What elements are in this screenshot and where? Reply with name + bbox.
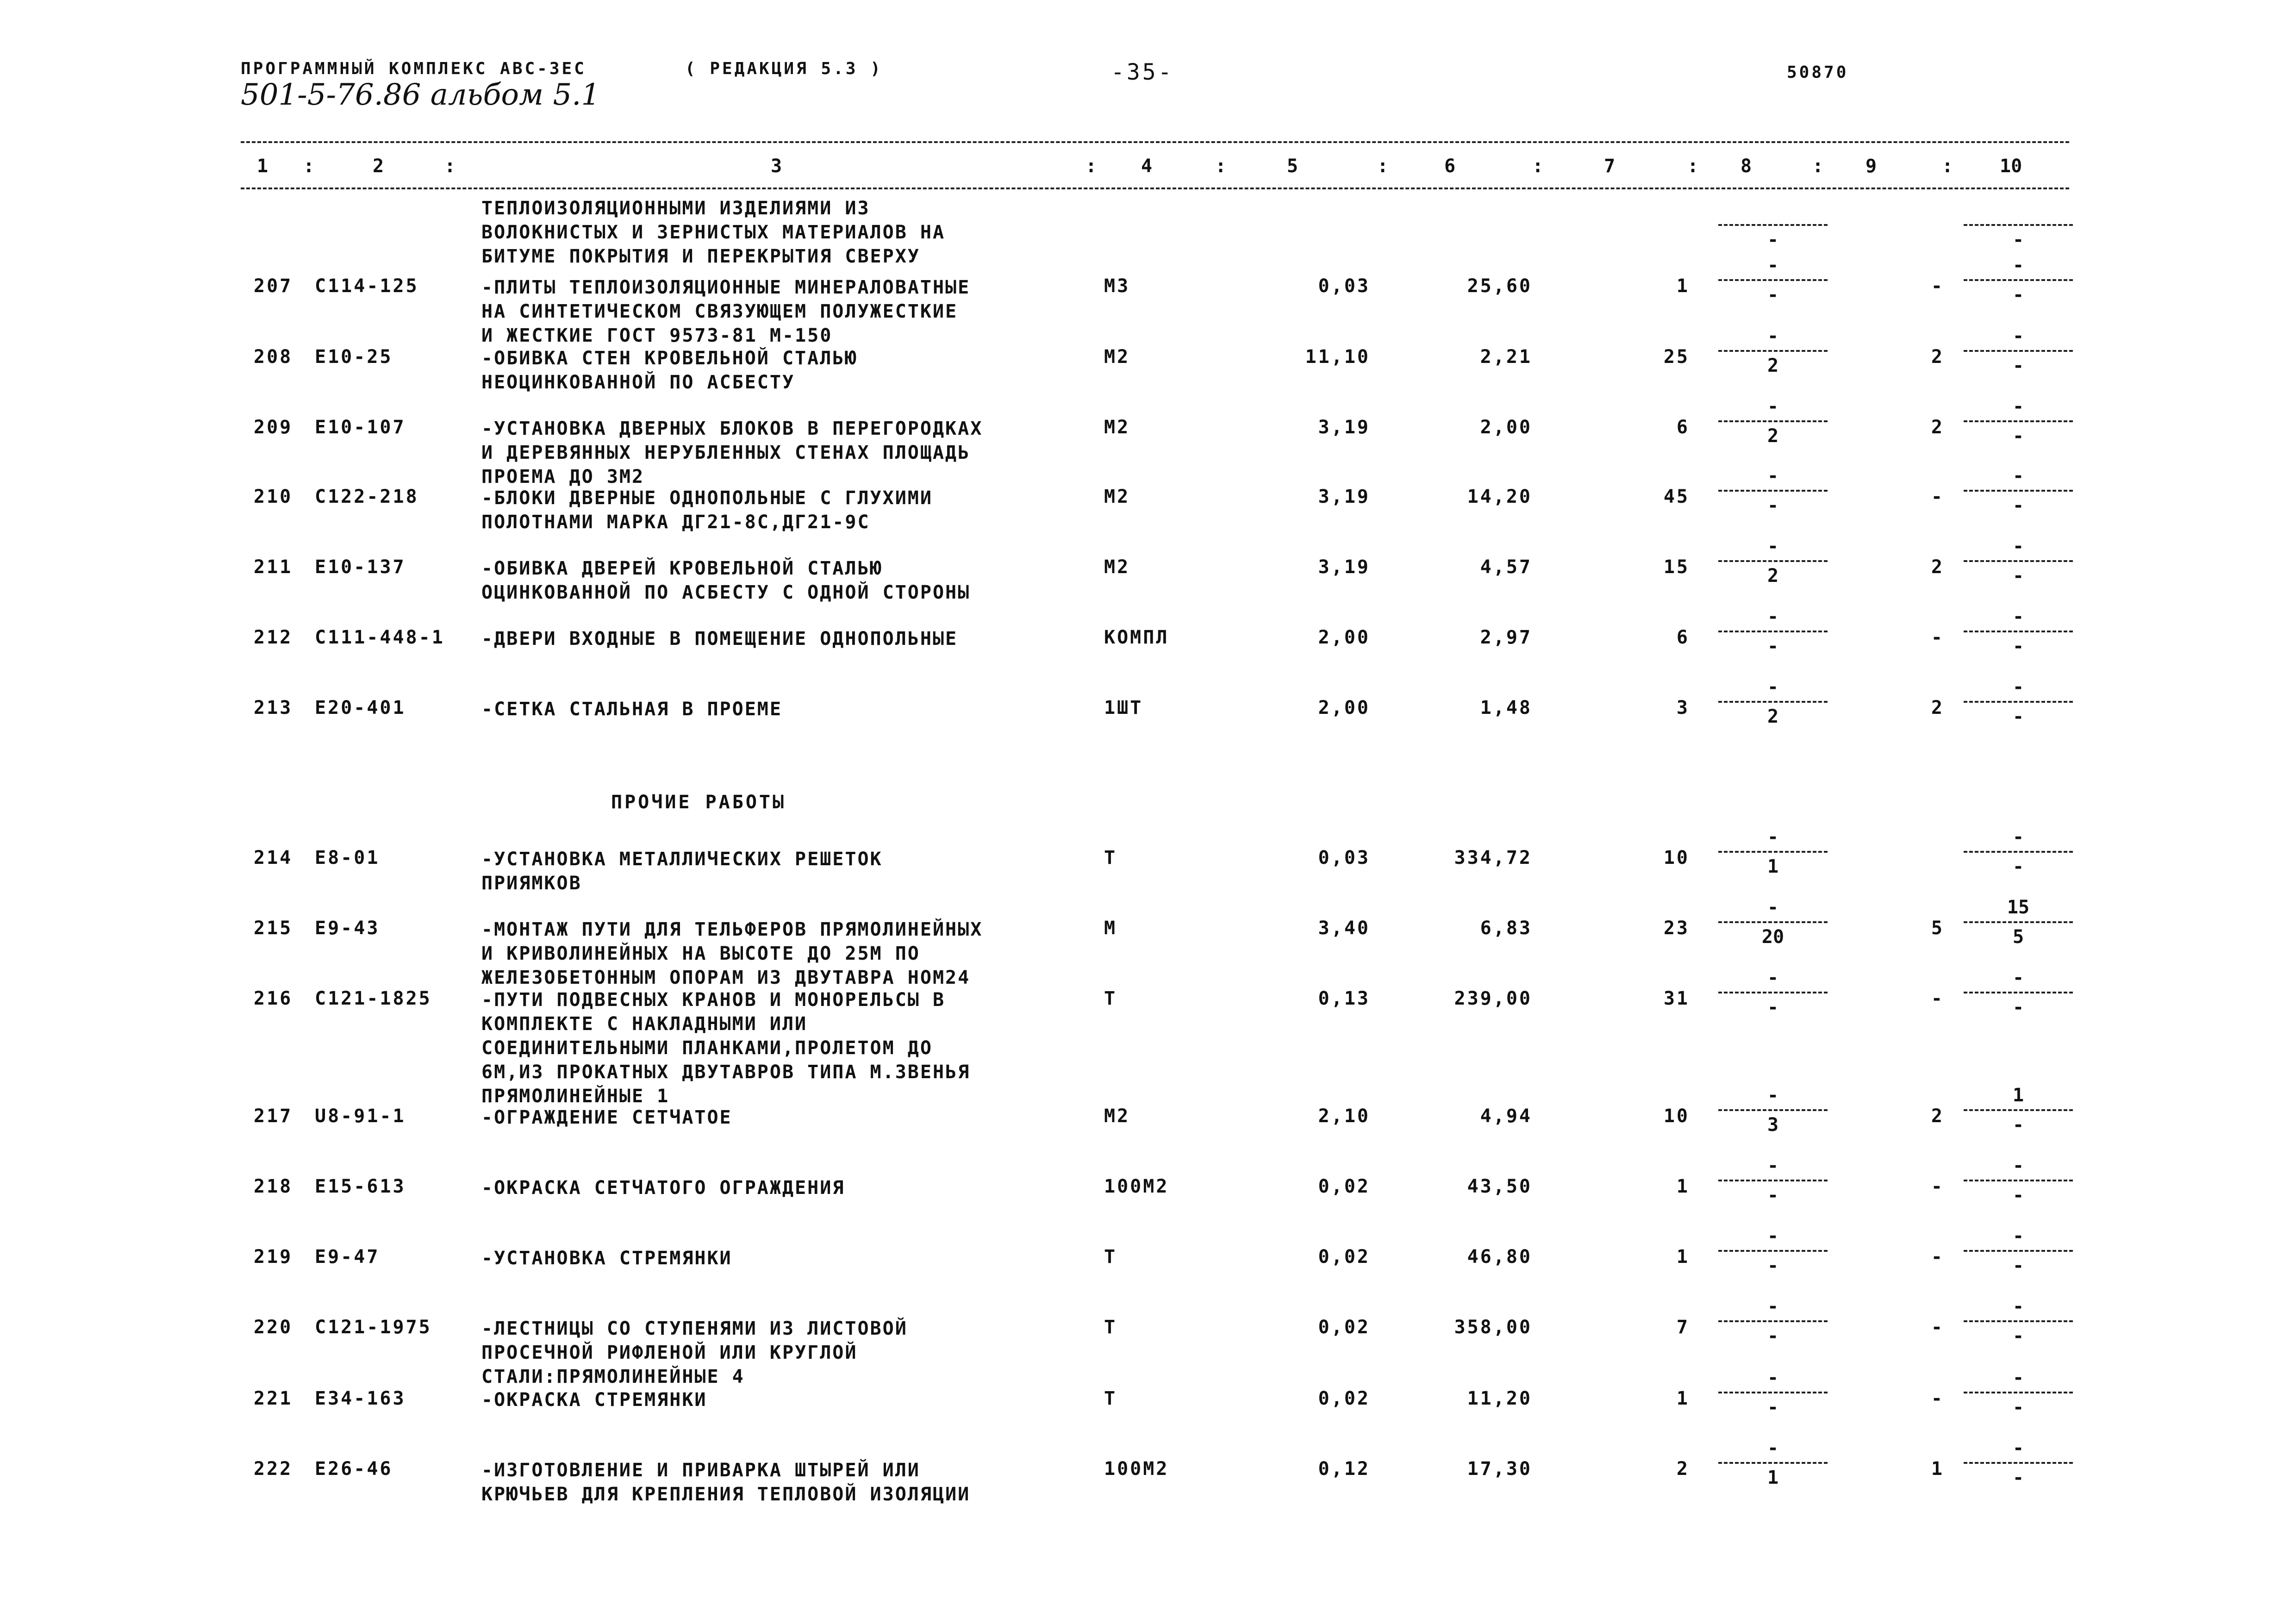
row-description: -ОБИВКА СТЕН КРОВЕЛЬНОЙ СТАЛЬЮ НЕОЦИНКОВАННОЙ ПО АСБЕСТУ (481, 348, 858, 393)
fraction-top: - (2012, 396, 2024, 417)
row-col5: 0,02 (1318, 1317, 1370, 1338)
fraction-top: - (2012, 676, 2024, 698)
row-number: 216 (254, 988, 293, 1009)
row-col6: 2,00 (1480, 417, 1532, 438)
row-col7: 25 (1663, 346, 1690, 368)
row-col7: 10 (1663, 847, 1690, 868)
cell-col10-fraction (1958, 676, 2078, 728)
row-unit: М2 (1104, 346, 1130, 368)
row-col6: 43,50 (1467, 1176, 1532, 1197)
row-number: 218 (254, 1176, 293, 1197)
row-col6: 2,97 (1480, 627, 1532, 648)
row-unit: М2 (1104, 486, 1130, 507)
row-description: -ДВЕРИ ВХОДНЫЕ В ПОМЕЩЕНИЕ ОДНОПОЛЬНЫЕ (481, 628, 958, 650)
row-col6: 14,20 (1467, 486, 1532, 507)
table-header-rule (241, 187, 2069, 189)
fraction-top: - (2012, 536, 2024, 557)
fraction-bottom: - (2012, 229, 2024, 250)
row-col7: 23 (1663, 918, 1690, 939)
fraction-bottom: - (1767, 1185, 1779, 1206)
row-col6: 239,00 (1454, 988, 1532, 1009)
row-col7: 7 (1676, 1317, 1690, 1338)
fraction-bottom: - (1767, 1397, 1779, 1418)
row-col7: 15 (1663, 556, 1690, 578)
row-col9: - (1931, 627, 1944, 648)
row-col6: 4,57 (1480, 556, 1532, 578)
handwritten-note: 501-5-76.86 альбом 5.1 (241, 78, 600, 112)
col-header-5: 5 (1287, 156, 1298, 177)
row-code: Е10-107 (315, 417, 406, 438)
row-col5: 3,40 (1318, 918, 1370, 939)
fraction-top: - (1767, 1085, 1779, 1106)
col-separator: : (1086, 156, 1097, 177)
cell-col8-fraction (1713, 1367, 1833, 1418)
fraction-bottom: - (2012, 1255, 2024, 1276)
cell-col8-fraction (1713, 896, 1833, 948)
row-description: -ИЗГОТОВЛЕНИЕ И ПРИВАРКА ШТЫРЕЙ ИЛИ КРЮЧЬЕВ ДЛЯ КРЕПЛЕНИЯ ТЕПЛОВОЙ ИЗОЛЯЦИИ (481, 1460, 971, 1505)
fraction-top (1713, 199, 1833, 221)
fraction-top: - (1767, 255, 1779, 276)
fraction-top: - (1767, 1437, 1779, 1459)
col-separator: : (1215, 156, 1227, 177)
section-title: ПРОЧИЕ РАБОТЫ (611, 792, 786, 813)
fraction-top: - (2012, 1437, 2024, 1459)
row-col9: - (1931, 486, 1944, 507)
row-col9: 2 (1931, 697, 1944, 718)
row-col5: 2,00 (1318, 697, 1370, 718)
fraction-bottom: - (2012, 284, 2024, 306)
fraction-bottom: 2 (1767, 706, 1779, 727)
row-unit: М2 (1104, 556, 1130, 578)
row-number: 217 (254, 1106, 293, 1127)
fraction-top: - (2012, 1367, 2024, 1388)
row-code: Е8-01 (315, 847, 380, 868)
row-col6: 2,21 (1480, 346, 1532, 368)
fraction-bottom: - (1767, 1325, 1779, 1347)
cell-col8-fraction (1713, 826, 1833, 878)
fraction-bottom: - (1767, 636, 1779, 657)
row-description: -ОГРАЖДЕНИЕ СЕТЧАТОЕ (481, 1107, 732, 1128)
row-description: -УСТАНОВКА МЕТАЛЛИЧЕСКИХ РЕШЕТОК ПРИЯМКОВ (481, 849, 883, 894)
cell-col10-fraction (1958, 465, 2078, 517)
table-body (0, 199, 2296, 1588)
row-unit: М3 (1104, 275, 1130, 297)
fraction-bottom: - (2012, 856, 2024, 877)
col-header-6: 6 (1444, 156, 1456, 177)
row-col5: 3,19 (1318, 486, 1370, 507)
row-col6: 17,30 (1467, 1458, 1532, 1480)
fraction-bottom: - (2012, 1397, 2024, 1418)
col-separator: : (1687, 156, 1699, 177)
fraction-bottom: - (2012, 997, 2024, 1018)
fraction-bottom: - (2012, 425, 2024, 447)
cell-col8-fraction (1713, 676, 1833, 728)
row-description: -ОБИВКА ДВЕРЕЙ КРОВЕЛЬНОЙ СТАЛЬЮ ОЦИНКОВАННОЙ ПО АСБЕСТУ С ОДНОЙ СТОРОНЫ (481, 558, 971, 603)
fraction-top: - (1767, 1367, 1779, 1388)
fraction-bottom: - (1767, 495, 1779, 516)
row-code: Е26-46 (315, 1458, 393, 1480)
fraction-bottom: - (2012, 1467, 2024, 1488)
row-unit: 100М2 (1104, 1176, 1169, 1197)
row-col9: 1 (1931, 1458, 1944, 1480)
row-col6: 46,80 (1467, 1246, 1532, 1268)
row-unit: Т (1104, 1317, 1117, 1338)
row-unit: Т (1104, 847, 1117, 868)
row-code: Е10-137 (315, 556, 406, 578)
cell-col10-fraction (1958, 967, 2078, 1018)
row-number: 212 (254, 627, 293, 648)
row-code: U8-91-1 (315, 1106, 406, 1127)
fraction-bottom: 2 (1767, 355, 1779, 376)
row-col5: 0,03 (1318, 847, 1370, 868)
cell-col8-fraction (1713, 325, 1833, 377)
fraction-bottom: - (2012, 355, 2024, 376)
cell-col10-fraction (1958, 1295, 2078, 1347)
fraction-top: - (1767, 826, 1779, 848)
fraction-bottom: - (2012, 1114, 2024, 1136)
fraction-bottom: 5 (2012, 926, 2024, 948)
cell-col8-fraction (1713, 606, 1833, 657)
row-col7: 10 (1663, 1106, 1690, 1127)
row-col9: - (1931, 1388, 1944, 1409)
fraction-bottom: 20 (1761, 926, 1784, 948)
row-unit: 100М2 (1104, 1458, 1169, 1480)
row-unit: М (1104, 918, 1117, 939)
col-separator: : (303, 156, 315, 177)
row-code: С111-448-1 (315, 627, 445, 648)
row-col9: - (1931, 1246, 1944, 1268)
row-description: -ОКРАСКА СТРЕМЯНКИ (481, 1389, 707, 1411)
col-separator: : (1812, 156, 1824, 177)
row-col9: 2 (1931, 1106, 1944, 1127)
fraction-top: - (2012, 1225, 2024, 1247)
row-col5: 0,02 (1318, 1176, 1370, 1197)
col-header-2: 2 (373, 156, 384, 177)
row-col5: 0,02 (1318, 1246, 1370, 1268)
fraction-bottom: - (2012, 495, 2024, 516)
fraction-top: - (1767, 606, 1779, 627)
table-top-rule (241, 141, 2069, 143)
row-col7: 1 (1676, 275, 1690, 297)
fraction-top: - (2012, 606, 2024, 627)
fraction-top: - (1767, 897, 1779, 918)
row-description: -БЛОКИ ДВЕРНЫЕ ОДНОПОЛЬНЫЕ С ГЛУХИМИ ПОЛОТНАМИ МАРКА ДГ21-8С,ДГ21-9С (481, 487, 933, 533)
row-col7: 1 (1676, 1246, 1690, 1268)
row-code: Е34-163 (315, 1388, 406, 1409)
row-col9: 2 (1931, 556, 1944, 578)
row-description: -УСТАНОВКА СТРЕМЯНКИ (481, 1248, 732, 1269)
fraction-top: 15 (2007, 897, 2030, 918)
col-header-10: 10 (2000, 156, 2022, 177)
cell-col10-fraction (1958, 1084, 2078, 1136)
cell-col8-fraction (1713, 254, 1833, 306)
edition-label: ( РЕДАКЦИЯ 5.3 ) (685, 59, 883, 78)
row-col9: - (1931, 1317, 1944, 1338)
row-col6: 358,00 (1454, 1317, 1532, 1338)
row-number: 211 (254, 556, 293, 578)
fraction-top: - (2012, 826, 2024, 848)
col-separator: : (1377, 156, 1389, 177)
cell-col8-fraction (1713, 1225, 1833, 1277)
program-title: ПРОГРАММНЫЙ КОМПЛЕКС АВС-ЗЕС (241, 59, 586, 78)
fraction-top: - (1767, 536, 1779, 557)
row-col7: 3 (1676, 697, 1690, 718)
row-col9: - (1931, 1176, 1944, 1197)
row-col5: 0,13 (1318, 988, 1370, 1009)
row-col5: 0,03 (1318, 275, 1370, 297)
fraction-bottom: - (1767, 284, 1779, 306)
col-separator: : (1532, 156, 1544, 177)
fraction-top: - (1767, 1225, 1779, 1247)
cell-col10-fraction (1958, 1225, 2078, 1277)
row-col6: 11,20 (1467, 1388, 1532, 1409)
row-description: -ПУТИ ПОДВЕСНЫХ КРАНОВ И МОНОРЕЛЬСЫ В КОМПЛЕКТЕ С НАКЛАДНЫМИ ИЛИ СОЕДИНИТЕЛЬНЫМИ ПЛАНКАМИ,ПРОЛЕТОМ ДО 6М,ИЗ ПРОКАТНЫХ ДВУТАВРОВ ТИПА М.ЗВЕНЬЯ ПРЯМОЛИНЕЙНЫЕ 1 (481, 989, 971, 1107)
cell-col8-fraction (1713, 395, 1833, 447)
fraction-bottom: - (1767, 229, 1779, 250)
row-description: -ОКРАСКА СЕТЧАТОГО ОГРАЖДЕНИЯ (481, 1177, 845, 1199)
row-description: -МОНТАЖ ПУТИ ДЛЯ ТЕЛЬФЕРОВ ПРЯМОЛИНЕЙНЫХ И КРИВОЛИНЕЙНЫХ НА ВЫСОТЕ ДО 25М ПО ЖЕЛЕЗОБЕТОННЫМ ОПОРАМ ИЗ ДВУТАВРА НОМ24 (481, 919, 983, 988)
row-code: С121-1825 (315, 988, 432, 1009)
fraction-top: - (2012, 325, 2024, 347)
row-description: -УСТАНОВКА ДВЕРНЫХ БЛОКОВ В ПЕРЕГОРОДКАХ И ДЕРЕВЯННЫХ НЕРУБЛЕННЫХ СТЕНАХ ПЛОЩАДЬ ПРОЕМА ДО 3М2 (481, 418, 983, 487)
row-col5: 0,02 (1318, 1388, 1370, 1409)
cell-col10-fraction (1958, 1437, 2078, 1489)
fraction-top: - (1767, 465, 1779, 487)
cell-col10-fraction (1958, 1155, 2078, 1206)
cell-col10-fraction (1958, 1367, 2078, 1418)
row-description: -СЕТКА СТАЛЬНАЯ В ПРОЕМЕ (481, 699, 782, 720)
continuation-description: ТЕПЛОИЗОЛЯЦИОННЫМИ ИЗДЕЛИЯМИ ИЗ ВОЛОКНИСТЫХ И ЗЕРНИСТЫХ МАТЕРИАЛОВ НА БИТУМЕ ПОКРЫТИЯ И ПЕРЕКРЫТИЯ СВЕРХУ (481, 198, 946, 267)
fraction-bottom: - (1767, 1255, 1779, 1276)
fraction-top: 1 (2012, 1085, 2024, 1106)
row-col7: 1 (1676, 1388, 1690, 1409)
row-col5: 3,19 (1318, 556, 1370, 578)
cell-col8-fraction (1713, 465, 1833, 517)
row-unit: М2 (1104, 1106, 1130, 1127)
page-number: -35- (1111, 59, 1174, 85)
fraction-bottom: 1 (1767, 1467, 1779, 1488)
fraction-bottom: 2 (1767, 425, 1779, 447)
row-col9: - (1931, 275, 1944, 297)
fraction-bottom: - (2012, 706, 2024, 727)
cell-col8-fraction (1713, 1084, 1833, 1136)
fraction-top: - (1767, 967, 1779, 988)
row-number: 222 (254, 1458, 293, 1480)
row-number: 219 (254, 1246, 293, 1268)
row-number: 213 (254, 697, 293, 718)
row-description: -ЛЕСТНИЦЫ СО СТУПЕНЯМИ ИЗ ЛИСТОВОЙ ПРОСЕЧНОЙ РИФЛЕНОЙ ИЛИ КРУГЛОЙ СТАЛИ:ПРЯМОЛИНЕЙНЫЕ 4 (481, 1318, 908, 1387)
cell-col10-fraction (1958, 199, 2078, 251)
row-unit: 1ШТ (1104, 697, 1143, 718)
row-unit: Т (1104, 988, 1117, 1009)
fraction-bottom: - (2012, 565, 2024, 587)
row-number: 220 (254, 1317, 293, 1338)
row-col9: 5 (1931, 918, 1944, 939)
cell-col10-fraction (1958, 896, 2078, 948)
row-col7: 6 (1676, 627, 1690, 648)
fraction-top: - (1767, 325, 1779, 347)
col-separator: : (444, 156, 456, 177)
fraction-top: - (2012, 465, 2024, 487)
fraction-bottom: 1 (1767, 856, 1779, 877)
fraction-bottom: - (2012, 636, 2024, 657)
row-col7: 31 (1663, 988, 1690, 1009)
fraction-top: - (1767, 396, 1779, 417)
row-col5: 2,00 (1318, 627, 1370, 648)
cell-col8-fraction (1713, 1295, 1833, 1347)
row-col6: 25,60 (1467, 275, 1532, 297)
row-number: 210 (254, 486, 293, 507)
row-number: 221 (254, 1388, 293, 1409)
row-col5: 0,12 (1318, 1458, 1370, 1480)
row-code: С114-125 (315, 275, 419, 297)
row-col9: - (1931, 988, 1944, 1009)
row-number: 208 (254, 346, 293, 368)
row-description: -ПЛИТЫ ТЕПЛОИЗОЛЯЦИОННЫЕ МИНЕРАЛОВАТНЫЕ НА СИНТЕТИЧЕСКОМ СВЯЗУЮЩЕМ ПОЛУЖЕСТКИЕ И ЖЕСТКИЕ ГОСТ 9573-81 М-150 (481, 277, 971, 346)
cell-col8-fraction (1713, 967, 1833, 1018)
col-header-3: 3 (771, 156, 782, 177)
fraction-bottom: 3 (1767, 1114, 1779, 1136)
row-code: Е10-25 (315, 346, 393, 368)
cell-col10-fraction (1958, 325, 2078, 377)
row-number: 209 (254, 417, 293, 438)
row-number: 214 (254, 847, 293, 868)
row-code: Е15-613 (315, 1176, 406, 1197)
row-col9: 2 (1931, 346, 1944, 368)
row-code: Е9-43 (315, 918, 380, 939)
col-header-1: 1 (257, 156, 268, 177)
row-col6: 1,48 (1480, 697, 1532, 718)
row-col6: 334,72 (1454, 847, 1532, 868)
row-col7: 6 (1676, 417, 1690, 438)
fraction-bottom: - (1767, 997, 1779, 1018)
col-header-7: 7 (1604, 156, 1616, 177)
cell-col10-fraction (1958, 254, 2078, 306)
cell-col10-fraction (1958, 395, 2078, 447)
row-col6: 6,83 (1480, 918, 1532, 939)
row-col5: 3,19 (1318, 417, 1370, 438)
fraction-top (1958, 199, 2078, 221)
fraction-top: - (2012, 1296, 2024, 1317)
document-number: 50870 (1787, 63, 1849, 82)
fraction-top: - (2012, 255, 2024, 276)
row-col6: 4,94 (1480, 1106, 1532, 1127)
col-separator: : (1942, 156, 1953, 177)
row-number: 207 (254, 275, 293, 297)
fraction-bottom: - (2012, 1325, 2024, 1347)
cell-col8-fraction (1713, 1437, 1833, 1489)
row-unit: Т (1104, 1388, 1117, 1409)
row-unit: Т (1104, 1246, 1117, 1268)
cell-col10-fraction (1958, 535, 2078, 587)
row-col7: 45 (1663, 486, 1690, 507)
row-col7: 1 (1676, 1176, 1690, 1197)
row-code: Е9-47 (315, 1246, 380, 1268)
fraction-top: - (1767, 676, 1779, 698)
row-col5: 11,10 (1305, 346, 1370, 368)
row-code: С121-1975 (315, 1317, 432, 1338)
col-header-4: 4 (1141, 156, 1153, 177)
row-code: Е20-401 (315, 697, 406, 718)
fraction-top: - (1767, 1296, 1779, 1317)
col-header-8: 8 (1741, 156, 1752, 177)
fraction-top: - (1767, 1155, 1779, 1176)
row-code: С122-218 (315, 486, 419, 507)
cell-col8-fraction (1713, 1155, 1833, 1206)
row-col5: 2,10 (1318, 1106, 1370, 1127)
cell-col8-fraction (1713, 535, 1833, 587)
cell-col8-fraction (1713, 199, 1833, 251)
fraction-bottom: - (2012, 1185, 2024, 1206)
col-header-9: 9 (1866, 156, 1877, 177)
row-col7: 2 (1676, 1458, 1690, 1480)
row-unit: М2 (1104, 417, 1130, 438)
row-number: 215 (254, 918, 293, 939)
cell-col10-fraction (1958, 826, 2078, 878)
row-unit: КОМПЛ (1104, 627, 1169, 648)
cell-col10-fraction (1958, 606, 2078, 657)
fraction-top: - (2012, 967, 2024, 988)
fraction-bottom: 2 (1767, 565, 1779, 587)
row-col9: 2 (1931, 417, 1944, 438)
fraction-top: - (2012, 1155, 2024, 1176)
